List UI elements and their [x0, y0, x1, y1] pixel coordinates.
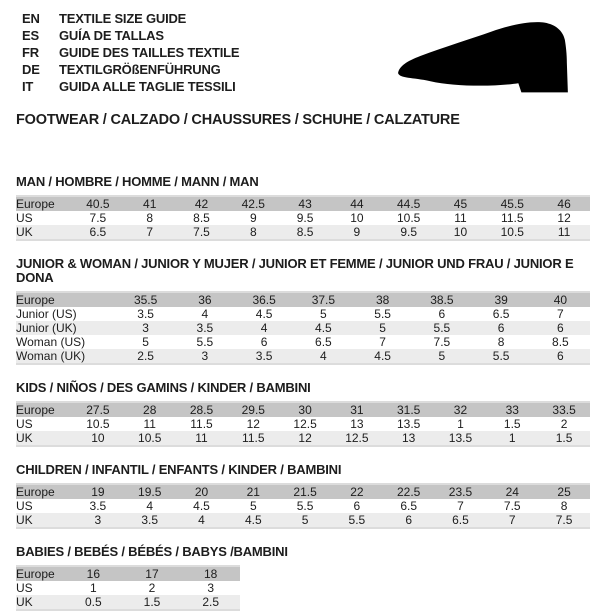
size-cell: 43 [279, 196, 331, 211]
size-cell: 11 [538, 225, 590, 240]
size-cell: 37.5 [294, 292, 353, 307]
table-row [16, 417, 590, 431]
size-cell: 8 [227, 225, 279, 240]
size-cell: 40.5 [72, 196, 124, 211]
size-cell: 35.5 [116, 292, 175, 307]
size-cell: 22.5 [383, 484, 435, 499]
size-cell: 23.5 [435, 484, 487, 499]
size-tables [16, 175, 590, 611]
row-label: Europe [16, 196, 72, 211]
size-cell: 46 [538, 196, 590, 211]
size-cell: 6.5 [315, 335, 332, 349]
section-title-man: MAN / HOMBRE / HOMME / MANN / MAN [16, 174, 259, 189]
size-table-kids [16, 401, 590, 447]
row-label: Europe [16, 484, 72, 499]
size-cell: 7 [486, 513, 538, 528]
size-cell: 27.5 [72, 402, 124, 417]
size-cell: 10.5 [124, 431, 176, 446]
size-cell: 7.5 [538, 513, 590, 528]
size-cell: 7.5 [503, 499, 521, 513]
table-row [16, 499, 590, 513]
size-cell: 3.5 [235, 349, 294, 364]
table-row [16, 581, 240, 595]
size-cell: 5.5 [374, 307, 391, 321]
size-cell: 7.5 [433, 335, 451, 349]
table-row [16, 307, 590, 321]
language-label: TEXTILE SIZE GUIDE [59, 11, 187, 26]
size-cell: 4 [235, 321, 294, 335]
size-cell: 6 [472, 321, 531, 335]
size-cell: 3.5 [124, 513, 176, 528]
size-cell: 7.5 [89, 211, 107, 225]
size-cell: 7 [557, 307, 564, 321]
size-cell: 21 [227, 484, 279, 499]
size-cell: 11.5 [190, 417, 213, 431]
size-section-children [16, 463, 590, 529]
size-cell: 4.5 [353, 349, 412, 364]
size-cell: 5.5 [331, 513, 383, 528]
language-code: DE [22, 62, 40, 77]
size-table-children [16, 483, 590, 529]
size-cell: 6 [531, 349, 590, 364]
size-cell: 9 [331, 225, 383, 240]
table-row [16, 196, 590, 211]
row-label: Europe [16, 292, 116, 307]
table-row [16, 566, 240, 581]
size-cell: 4 [294, 349, 353, 364]
size-cell: 12 [279, 431, 331, 446]
size-cell: 1 [486, 431, 538, 446]
category-heading: FOOTWEAR / CALZADO / CHAUSSURES / SCHUHE / CALZATURE [16, 112, 460, 128]
row-label: Europe [16, 402, 72, 417]
row-label: Junior (UK) [16, 321, 116, 335]
size-cell: 45.5 [486, 196, 538, 211]
size-cell: 0.5 [64, 595, 123, 610]
size-table-babies [16, 565, 240, 611]
size-section-junior-woman [16, 257, 590, 365]
size-table-junior-woman [16, 291, 590, 365]
size-cell: 7.5 [176, 225, 228, 240]
size-cell: 11 [176, 431, 228, 446]
size-cell: 4.5 [255, 307, 273, 321]
size-cell: 7 [379, 335, 386, 349]
table-row [16, 349, 590, 364]
size-cell: 6 [353, 499, 361, 513]
size-cell: 29.5 [227, 402, 279, 417]
row-label: UK [16, 595, 64, 610]
size-cell: 3.5 [89, 499, 107, 513]
size-cell: 45 [435, 196, 487, 211]
size-cell: 10.5 [86, 417, 110, 431]
size-table-man [16, 195, 590, 241]
size-cell: 33.5 [538, 402, 590, 417]
size-cell: 38 [353, 292, 412, 307]
size-cell: 24 [486, 484, 538, 499]
size-cell: 5 [320, 307, 327, 321]
size-section-kids [16, 381, 590, 447]
size-cell: 16 [64, 566, 123, 581]
size-cell: 44 [331, 196, 383, 211]
table-row [16, 402, 590, 417]
size-cell: 9.5 [383, 225, 435, 240]
size-cell: 5 [279, 513, 331, 528]
size-cell: 32 [435, 402, 487, 417]
size-cell: 1 [457, 417, 464, 431]
size-cell: 5 [353, 321, 412, 335]
size-cell: 11.5 [227, 431, 279, 446]
size-cell: 11.5 [501, 211, 524, 225]
size-cell: 10 [72, 431, 124, 446]
size-cell: 3.5 [175, 321, 234, 335]
size-cell: 13.5 [397, 417, 421, 431]
size-cell: 1.5 [503, 417, 521, 431]
size-cell: 6.5 [72, 225, 124, 240]
size-cell: 39 [472, 292, 531, 307]
size-section-man [16, 175, 590, 241]
size-cell: 8 [560, 499, 568, 513]
size-cell: 12.5 [293, 417, 317, 431]
row-label: UK [16, 431, 72, 446]
size-cell: 5.5 [472, 349, 531, 364]
size-cell: 36 [175, 292, 234, 307]
size-cell: 33 [486, 402, 538, 417]
row-label: Europe [16, 566, 64, 581]
table-row [16, 292, 590, 307]
size-cell: 10 [350, 211, 364, 225]
size-cell: 4 [201, 307, 209, 321]
language-label: GUIDE DES TAILLES TEXTILE [59, 45, 240, 60]
size-cell: 20 [176, 484, 228, 499]
section-title-kids: KIDS / NIÑOS / DES GAMINS / KINDER / BAMBINI [16, 380, 311, 395]
size-cell: 6 [260, 335, 268, 349]
size-cell: 7 [457, 499, 464, 513]
size-cell: 8 [497, 335, 505, 349]
size-cell: 3.5 [137, 307, 154, 321]
size-cell: 38.5 [412, 292, 471, 307]
size-cell: 4.5 [294, 321, 353, 335]
row-label: US [16, 581, 33, 595]
size-cell: 5 [142, 335, 149, 349]
size-cell: 6 [531, 321, 590, 335]
size-cell: 10.5 [397, 211, 421, 225]
size-cell: 11 [454, 211, 467, 225]
language-code: FR [22, 45, 39, 60]
size-cell: 44.5 [383, 196, 435, 211]
size-cell: 25 [538, 484, 590, 499]
size-cell: 2.5 [181, 595, 240, 610]
size-cell: 42 [176, 196, 228, 211]
size-cell: 5 [412, 349, 471, 364]
row-label: UK [16, 225, 72, 240]
size-cell: 18 [181, 566, 240, 581]
size-cell: 19.5 [124, 484, 176, 499]
row-label: US [16, 499, 33, 513]
section-title-junior-woman: JUNIOR & WOMAN / JUNIOR Y MUJER / JUNIOR ET FEMME / JUNIOR UND FRAU / JUNIOR E DONA [16, 256, 574, 285]
size-cell: 8 [146, 211, 154, 225]
language-label: GUIDA ALLE TAGLIE TESSILI [59, 79, 236, 94]
size-cell: 12.5 [331, 431, 383, 446]
size-cell: 1 [89, 581, 97, 595]
size-cell: 41 [124, 196, 176, 211]
size-cell: 9 [249, 211, 257, 225]
size-cell: 12 [557, 211, 571, 225]
section-title-children: CHILDREN / INFANTIL / ENFANTS / KINDER / BAMBINI [16, 462, 342, 477]
language-code: EN [22, 11, 40, 26]
table-row [16, 321, 590, 335]
size-cell: 36.5 [235, 292, 294, 307]
language-label: GUÍA DE TALLAS [59, 28, 164, 43]
size-cell: 6.5 [492, 307, 510, 321]
size-cell: 6.5 [400, 499, 418, 513]
table-row [16, 211, 590, 225]
size-cell: 31.5 [383, 402, 435, 417]
size-cell: 4.5 [193, 499, 210, 513]
size-cell: 42.5 [227, 196, 279, 211]
size-cell: 30 [279, 402, 331, 417]
size-cell: 2 [560, 417, 568, 431]
size-cell: 3 [116, 321, 175, 335]
size-cell: 4 [146, 499, 154, 513]
size-cell: 28 [124, 402, 176, 417]
table-row [16, 484, 590, 499]
size-cell: 8.5 [279, 225, 331, 240]
table-row [16, 431, 590, 446]
size-cell: 12 [246, 417, 260, 431]
size-cell: 9.5 [296, 211, 314, 225]
row-label: US [16, 417, 33, 431]
size-cell: 8.5 [193, 211, 210, 225]
table-row [16, 513, 590, 528]
size-cell: 5.5 [196, 335, 214, 349]
size-cell: 1.5 [538, 431, 590, 446]
row-label: US [16, 211, 33, 225]
table-row [16, 225, 590, 240]
language-label: TEXTILGRÖßENFÜHRUNG [59, 62, 221, 77]
row-label: Woman (US) [16, 335, 86, 349]
size-cell: 6 [383, 513, 435, 528]
size-cell: 13 [350, 417, 364, 431]
size-cell: 3 [72, 513, 124, 528]
size-cell: 5.5 [412, 321, 471, 335]
size-cell: 8.5 [552, 335, 569, 349]
size-cell: 40 [531, 292, 590, 307]
size-cell: 6.5 [435, 513, 487, 528]
size-cell: 1.5 [123, 595, 182, 610]
size-cell: 4 [176, 513, 228, 528]
size-cell: 11 [143, 417, 156, 431]
dress-shoe-icon [392, 18, 580, 104]
size-cell: 2.5 [116, 349, 175, 364]
size-cell: 5.5 [296, 499, 314, 513]
size-cell: 6 [438, 307, 446, 321]
size-cell: 13 [383, 431, 435, 446]
size-cell: 4.5 [227, 513, 279, 528]
size-section-babies [16, 545, 590, 611]
row-label: Woman (UK) [16, 349, 116, 364]
section-title-babies: BABIES / BEBÉS / BÉBÉS / BABYS /BAMBINI [16, 544, 288, 559]
size-cell: 31 [331, 402, 383, 417]
language-code: ES [22, 28, 39, 43]
table-row [16, 335, 590, 349]
size-cell: 3 [207, 581, 214, 595]
size-cell: 19 [72, 484, 124, 499]
size-cell: 13.5 [435, 431, 487, 446]
table-row [16, 595, 240, 610]
row-label: UK [16, 513, 72, 528]
language-code: IT [22, 79, 34, 94]
size-cell: 10.5 [486, 225, 538, 240]
size-cell: 7 [124, 225, 176, 240]
size-cell: 17 [123, 566, 182, 581]
size-cell: 2 [148, 581, 156, 595]
size-cell: 3 [175, 349, 234, 364]
size-cell: 22 [331, 484, 383, 499]
size-cell: 21.5 [279, 484, 331, 499]
size-cell: 5 [249, 499, 257, 513]
row-label: Junior (US) [16, 307, 77, 321]
size-cell: 10 [435, 225, 487, 240]
size-cell: 28.5 [176, 402, 228, 417]
